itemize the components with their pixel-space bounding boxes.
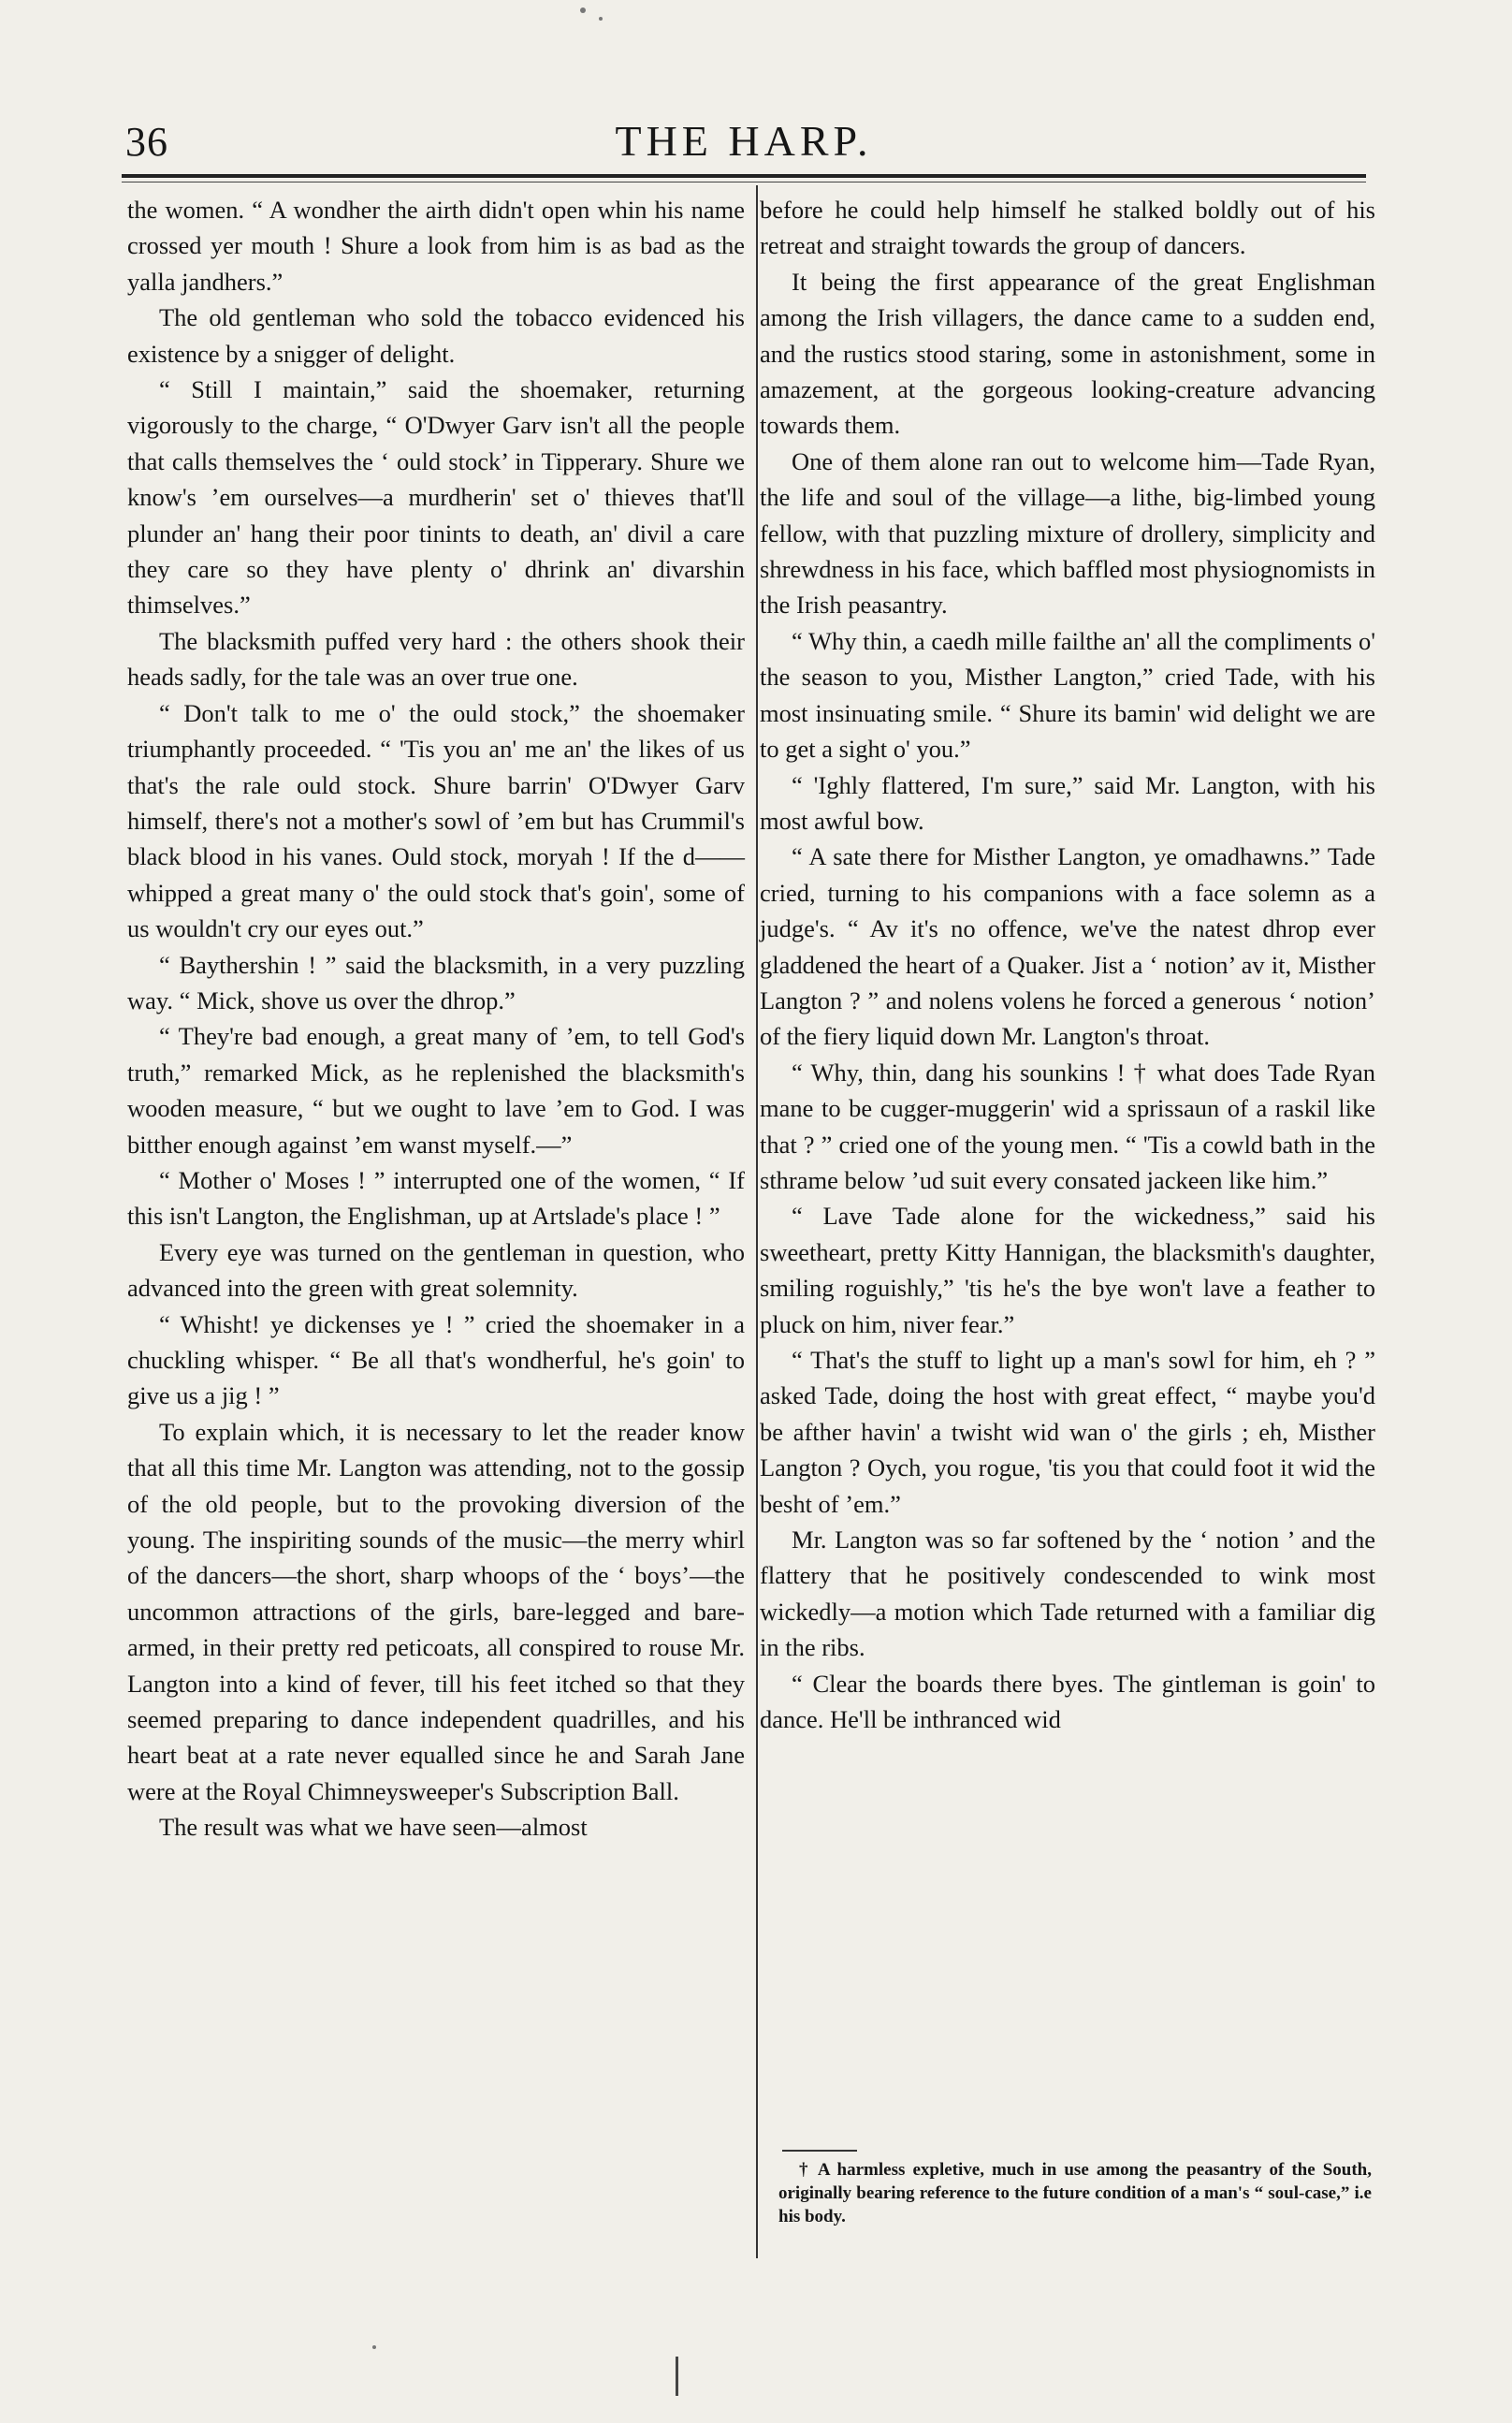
- paragraph: “ Why, thin, dang his sounkins ! † what does Tade Ryan mane to be cugger-muggerin' wid a sprissaun of a raskil like that ? ” cried one of the young men. “ 'Tis a cowld bath in the sthrame below ’ud suit every consated jackeen like him.”: [760, 1058, 1375, 1194]
- right-column: [760, 192, 1375, 1737]
- paragraph: To explain which, it is necessary to let the reader know that all this time Mr. Langton was attending, not to the gossip of the old people, but to the provoking diversion of the young. The inspiriting sounds of the music—the merry whirl of the dancers—the short, sharp whoops of the ‘ boys’—the uncommon attractions of the girls, bare-legged and bare-armed, in their pretty red peticoats, all conspired to rouse Mr. Langton into a kind of fever, till his feet itched so that they seemed preparing to dance independent quadrilles, and his heart beat at a rate never equalled since he and Sarah Jane were at the Royal Chimneysweeper's Subscription Ball.: [127, 1417, 745, 1805]
- page-number: 36: [125, 119, 168, 165]
- page-header: [122, 110, 1366, 174]
- print-mark: [676, 2357, 678, 2396]
- running-title: THE HARP.: [615, 117, 873, 165]
- paragraph: Every eye was turned on the gentleman in question, who advanced into the green with great solemnity.: [127, 1237, 745, 1303]
- paragraph: “ Lave Tade alone for the wickedness,” said his sweetheart, pretty Kitty Hannigan, the blacksmith's daughter, smiling roguishly,” 'tis he's the bye won't lave a feather to pluck on him, niver fear.”: [760, 1202, 1375, 1338]
- paragraph: the women. “ A wondher the airth didn't open whin his name crossed yer mouth ! Shure a look from him is as bad as the yalla jandhers.”: [127, 196, 745, 296]
- paragraph: “ They're bad enough, a great many of ’em, to tell God's truth,” remarked Mick, as he replenished the blacksmith's wooden measure, “ but we ought to lave ’em to God. I was bitther enough against ’em wanst myself.—”: [127, 1022, 745, 1159]
- paragraph: “ Clear the boards there byes. The gintleman is goin' to dance. He'll be inthranced wid: [760, 1669, 1375, 1734]
- footnote-rule: [782, 2150, 857, 2152]
- paragraph: “ That's the stuff to light up a man's sowl for him, eh ? ” asked Tade, doing the host with great effect, “ maybe you'd be afther havin' a twisht wid wan o' the girls ; eh, Misther Langton ? Oych, you rogue, 'tis you that could foot it wid the besht of ’em.”: [760, 1346, 1375, 1518]
- paragraph: “ Why thin, a caedh mille failthe an' all the compliments o' the season to you, Misther Langton,” cried Tade, with his most insinuating smile. “ Shure its bamin' wid delight we are to get a sight o' you.”: [760, 626, 1375, 764]
- paragraph: “ Mother o' Moses ! ” interrupted one of the women, “ If this isn't Langton, the Englishman, up at Artslade's place ! ”: [127, 1165, 745, 1231]
- paragraph: It being the first appearance of the great Englishman among the Irish villagers, the dance came to a sudden end, and the rustics stood staring, some in astonishment, some in amazement, at the gorgeous looking-creature advancing towards them.: [760, 267, 1375, 440]
- paragraph: “ A sate there for Misther Langton, ye omadhawns.” Tade cried, turning to his companions with a face solemn as a judge's. “ Av it's no offence, we've the natest dhrop ever gladdened the heart of a Quaker. Jist a ‘ notion’ av it, Misther Langton ? ” and nolens volens he forced a generous ‘ notion’ of the fiery liquid down Mr. Langton's throat.: [760, 842, 1375, 1051]
- paragraph: “ Whisht! ye dickenses ye ! ” cried the shoemaker in a chuckling whisper. “ Be all that's wondherful, he's goin' to give us a jig ! ”: [127, 1309, 745, 1410]
- print-speck: [372, 2345, 376, 2349]
- paragraph: “ Baythershin ! ” said the blacksmith, in a very puzzling way. “ Mick, shove us over the dhrop.”: [127, 950, 745, 1014]
- paragraph: The blacksmith puffed very hard : the others shook their heads sadly, for the tale was an over true one.: [127, 626, 745, 692]
- paragraph: “ Still I maintain,” said the shoemaker, returning vigorously to the charge, “ O'Dwyer Garv isn't all the people that calls themselves the ‘ ould stock’ in Tipperary. Shure we know's ’em ourselves—a murdherin' set o' thieves that'll plunder an' hang their poor tinints to death, an' divil a care they care so they have plenty o' dhrink an' divarshin thimselves.”: [127, 375, 745, 620]
- paragraph: “ 'Ighly flattered, I'm sure,” said Mr. Langton, with his most awful bow.: [760, 770, 1375, 835]
- left-column: [127, 192, 745, 1846]
- footnote: † A harmless expletive, much in use among the peasantry of the South, originally bearing reference to the future condition of a man's “ soul-case,” i.e his body.: [778, 2160, 1372, 2226]
- paragraph: One of them alone ran out to welcome him—Tade Ryan, the life and soul of the village—a lithe, big-limbed young fellow, with that puzzling mixture of drollery, simplicity and shrewdness in his face, which baffled most physiognomists in the Irish peasantry.: [760, 446, 1375, 620]
- print-speck: [580, 7, 586, 13]
- paragraph: The old gentleman who sold the tobacco evidenced his existence by a snigger of delight.: [127, 303, 745, 368]
- column-divider: [756, 185, 758, 2258]
- print-speck: [599, 17, 603, 21]
- header-rule-thick: [122, 174, 1366, 178]
- paragraph: “ Don't talk to me o' the ould stock,” the shoemaker triumphantly proceeded. “ 'Tis you an' me an' the likes of us that's the rale ould stock. Shure barrin' O'Dwyer Garv himself, there's not a mother's sowl of ’em but has Crummil's black blood in his vanes. Ould stock, moryah ! If the d—— whipped a great many o' the ould stock that's goin', some of us wouldn't cry our eyes out.”: [127, 698, 745, 943]
- paragraph: Mr. Langton was so far softened by the ‘ notion ’ and the flattery that he positively condescended to wink most wickedly—a motion which Tade returned with a familiar dig in the ribs.: [760, 1525, 1375, 1662]
- paragraph: before he could help himself he stalked boldly out of his retreat and straight towards the group of dancers.: [760, 196, 1375, 260]
- paragraph: The result was what we have seen—almost: [159, 1813, 588, 1842]
